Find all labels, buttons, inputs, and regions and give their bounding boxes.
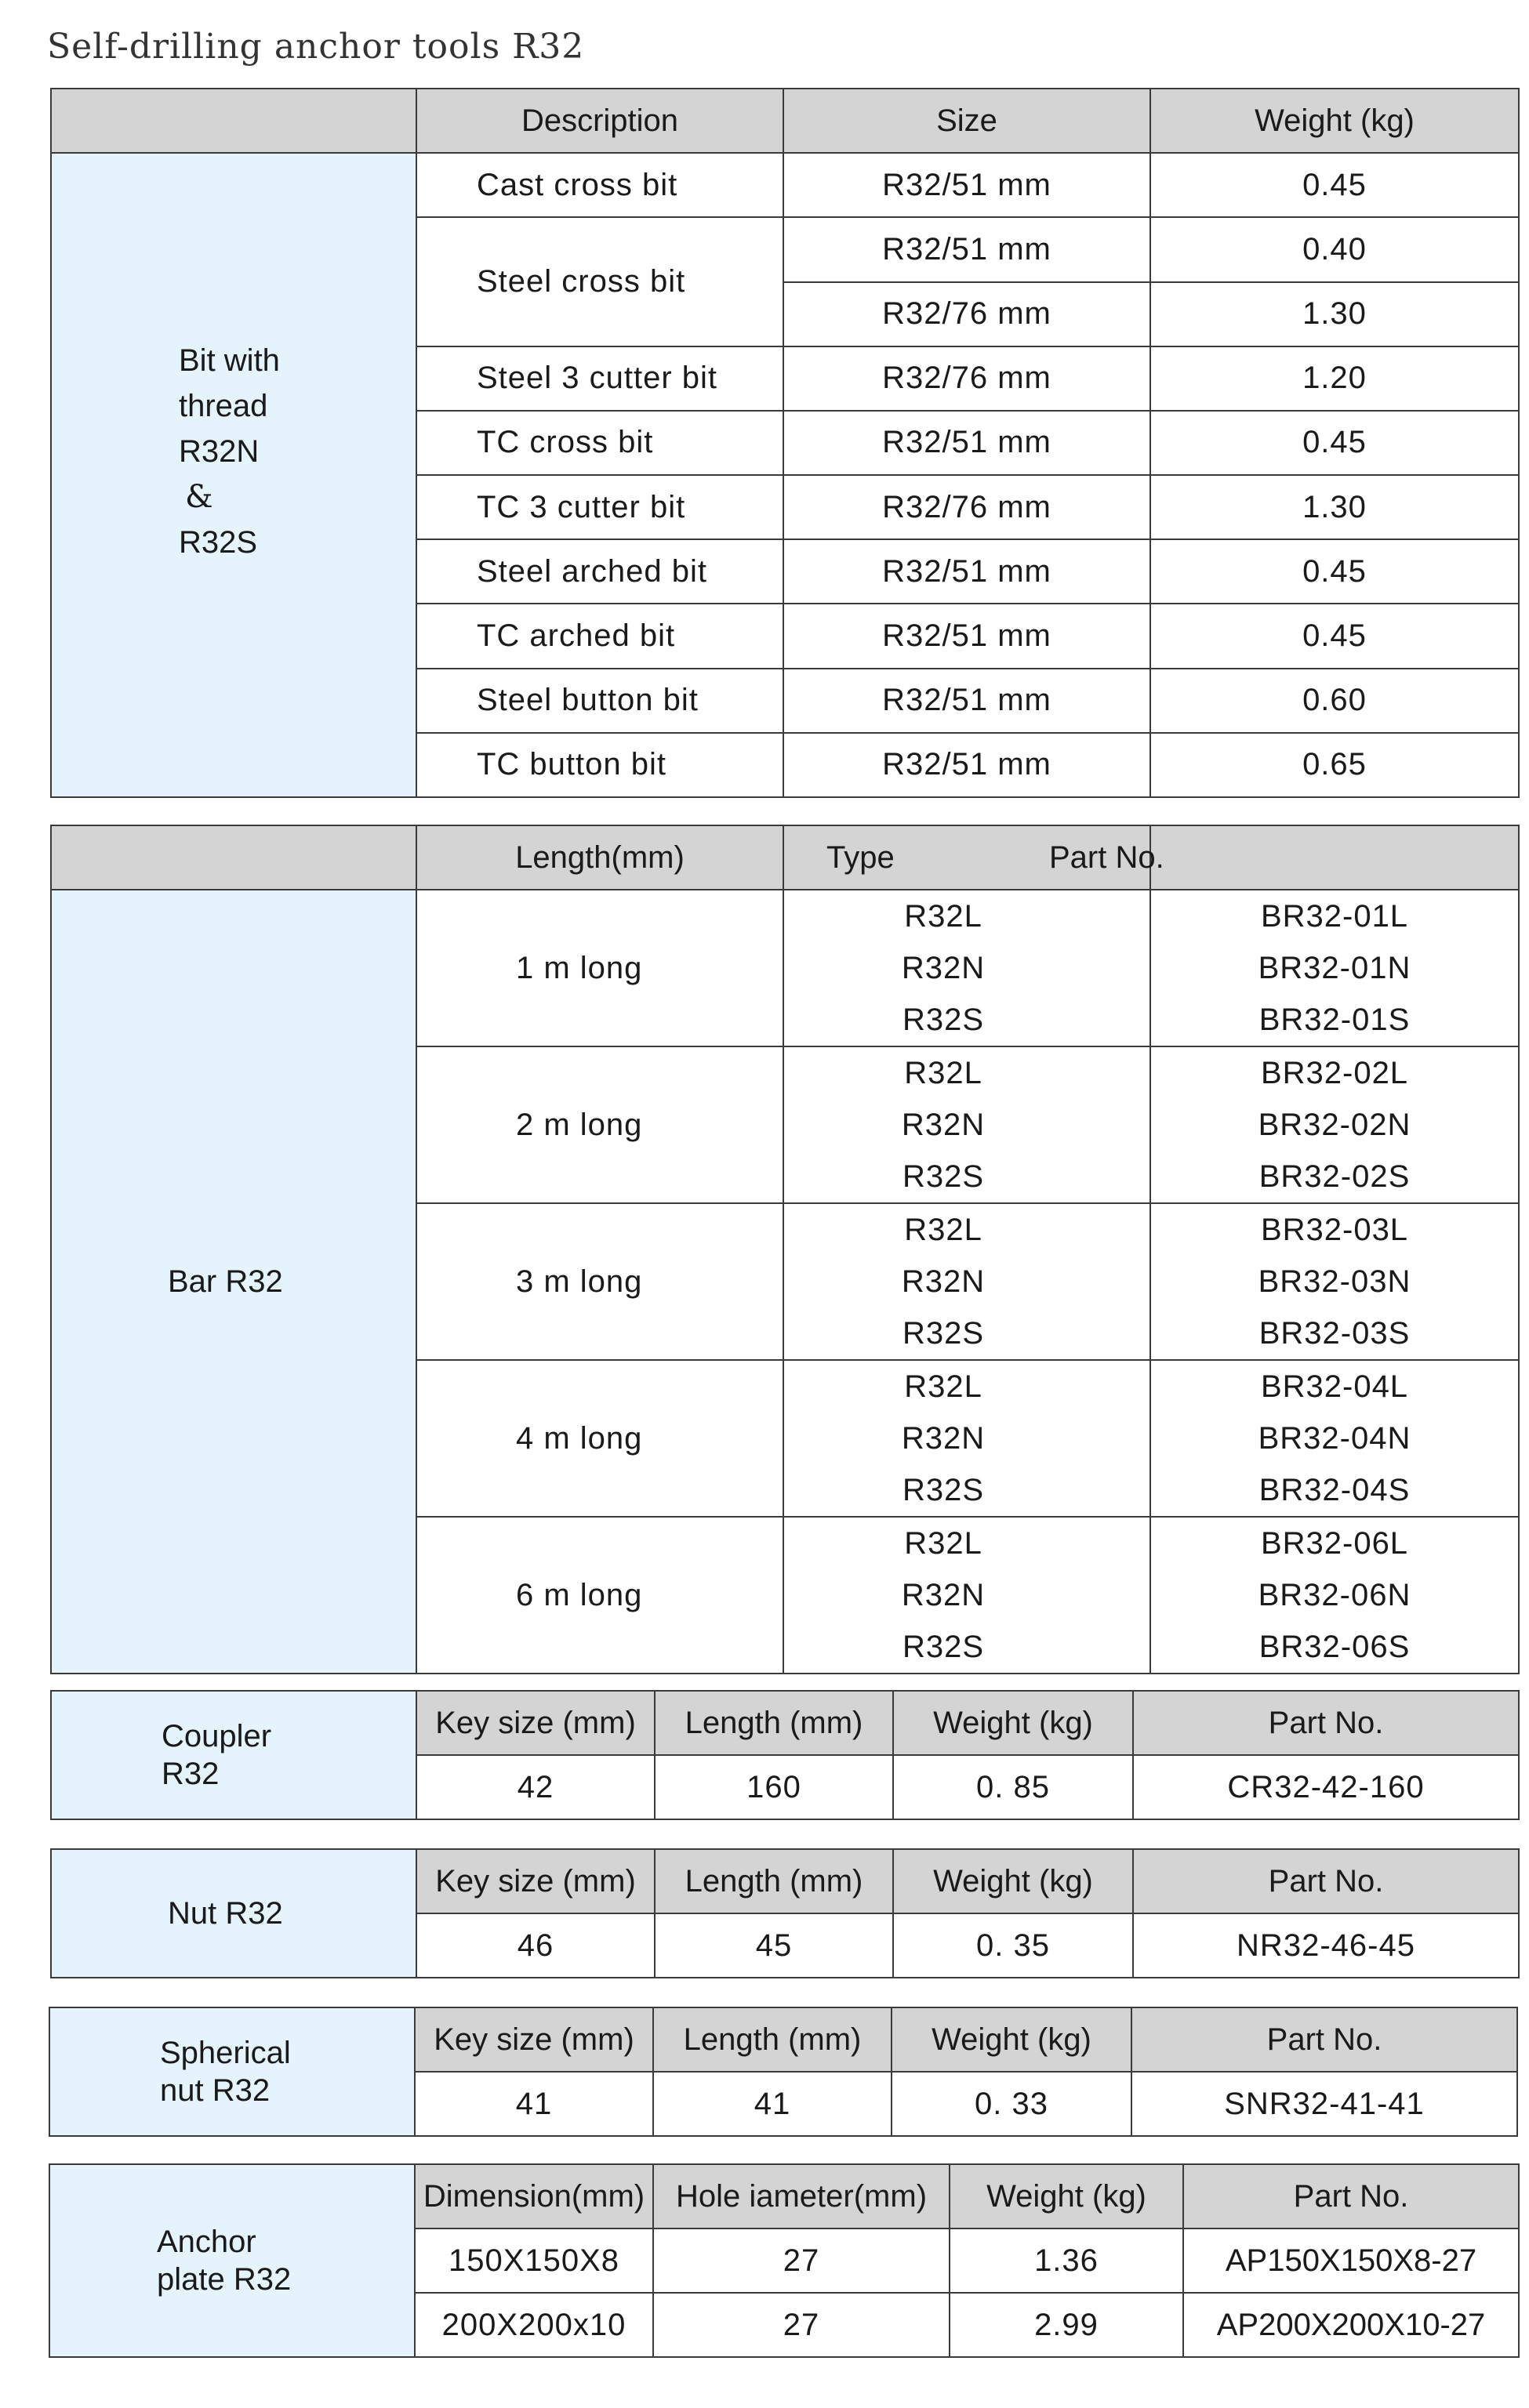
bit-description: Steel cross bit xyxy=(416,217,783,346)
bar-types xyxy=(783,890,1150,1046)
bar-type: R32S xyxy=(902,1003,985,1037)
bit-weight: 0.60 xyxy=(1150,669,1519,733)
bar-type: R32L xyxy=(904,1213,982,1247)
coupler-category-line: Coupler xyxy=(162,1719,272,1753)
spherical-nut-header-weight: Weight (kg) xyxy=(892,2007,1131,2072)
bit-description: TC 3 cutter bit xyxy=(416,475,783,539)
bits-category-cell xyxy=(51,153,416,797)
page-title: Self-drilling anchor tools R32 xyxy=(47,27,585,67)
bar-part-no: BR32-04L xyxy=(1260,1369,1409,1404)
bar-types xyxy=(783,1360,1150,1517)
coupler-header-weight: Weight (kg) xyxy=(893,1691,1133,1755)
spherical-nut-category-line: Spherical xyxy=(160,2036,291,2070)
bit-weight: 1.30 xyxy=(1150,282,1519,346)
bars-table xyxy=(50,825,1520,1674)
bit-weight: 1.30 xyxy=(1150,475,1519,539)
bar-type: R32S xyxy=(902,1473,985,1507)
nut-header-key-size: Key size (mm) xyxy=(416,1849,655,1913)
bit-size: R32/51 mm xyxy=(783,604,1150,668)
bar-part-no: BR32-04S xyxy=(1258,1473,1411,1507)
anchor-plate-category-line: Anchor xyxy=(157,2225,256,2259)
bits-table xyxy=(50,88,1520,798)
bar-part-no: BR32-01S xyxy=(1258,1003,1411,1037)
spherical-nut-category-line: nut R32 xyxy=(160,2073,271,2108)
bar-type: R32N xyxy=(901,951,986,985)
bar-parts xyxy=(1150,1360,1519,1517)
bars-header-length: Length(mm) xyxy=(416,825,783,890)
spherical-nut-weight: 0. 33 xyxy=(892,2072,1131,2136)
bit-size: R32/51 mm xyxy=(783,733,1150,797)
bar-type: R32S xyxy=(902,1159,985,1194)
bit-size: R32/76 mm xyxy=(783,346,1150,411)
anchor-plate-hole-diameter: 27 xyxy=(653,2293,950,2357)
bit-weight: 0.45 xyxy=(1150,539,1519,604)
bar-type: R32N xyxy=(901,1264,986,1299)
nut-category-line: Nut R32 xyxy=(168,1896,283,1931)
bar-type: R32N xyxy=(901,1578,986,1612)
bar-type: R32L xyxy=(904,1056,982,1090)
bars-header-type: Type xyxy=(783,825,1150,890)
bar-part-no: BR32-06N xyxy=(1258,1578,1411,1612)
bars-category-label: Bar R32 xyxy=(168,1264,283,1299)
spherical-nut-header-key-size: Key size (mm) xyxy=(415,2007,653,2072)
anchor-plate-part-no: AP200X200X10-27 xyxy=(1183,2293,1519,2357)
bar-length: 4 m long xyxy=(416,1360,783,1517)
nut-table xyxy=(50,1848,1520,1978)
bits-category-line: & xyxy=(185,479,213,516)
bar-length: 1 m long xyxy=(416,890,783,1046)
coupler-key-size: 42 xyxy=(416,1755,655,1819)
bits-header-size: Size xyxy=(783,89,1150,153)
bit-description: Cast cross bit xyxy=(416,153,783,217)
coupler-part-no: CR32-42-160 xyxy=(1133,1755,1519,1819)
anchor-plate-header-part-no: Part No. xyxy=(1183,2164,1519,2228)
coupler-header-length: Length (mm) xyxy=(655,1691,893,1755)
nut-header-length: Length (mm) xyxy=(655,1849,893,1913)
nut-header-weight: Weight (kg) xyxy=(893,1849,1133,1913)
bar-part-no: BR32-03N xyxy=(1258,1264,1411,1299)
bar-type: R32S xyxy=(902,1316,985,1351)
bar-part-no: BR32-02L xyxy=(1260,1056,1409,1090)
bits-category-line: thread xyxy=(179,389,268,424)
bit-size: R32/51 mm xyxy=(783,539,1150,604)
nut-key-size: 46 xyxy=(416,1913,655,1978)
bar-part-no: BR32-04N xyxy=(1258,1421,1411,1456)
coupler-category-line: R32 xyxy=(162,1757,220,1791)
nut-category-cell xyxy=(51,1849,416,1978)
bar-type: R32L xyxy=(904,899,982,934)
bar-part-no: BR32-06L xyxy=(1260,1526,1409,1561)
bar-length: 2 m long xyxy=(416,1046,783,1203)
spherical-nut-header-length: Length (mm) xyxy=(653,2007,892,2072)
coupler-length: 160 xyxy=(655,1755,893,1819)
bar-length: 3 m long xyxy=(416,1203,783,1360)
anchor-plate-category-cell xyxy=(49,2164,415,2357)
bars-header-part-no-label: Part No. xyxy=(1049,840,1164,875)
bars-category-cell xyxy=(51,890,416,1674)
bar-type: R32N xyxy=(901,1421,986,1456)
bars-header-blank xyxy=(51,825,416,890)
bar-parts xyxy=(1150,890,1519,1046)
spherical-nut-part-no: SNR32-41-41 xyxy=(1131,2072,1517,2136)
bits-category-line: R32N xyxy=(179,434,260,470)
bits-category-line: Bit with xyxy=(179,343,280,379)
bars-header-part-no xyxy=(1049,825,1519,890)
bit-description: TC button bit xyxy=(416,733,783,797)
bar-length: 6 m long xyxy=(416,1517,783,1674)
anchor-plate-header-weight: Weight (kg) xyxy=(950,2164,1183,2228)
bit-size: R32/51 mm xyxy=(783,217,1150,281)
anchor-plate-table xyxy=(49,2163,1520,2358)
bar-types xyxy=(783,1203,1150,1360)
anchor-plate-weight: 1.36 xyxy=(950,2228,1183,2293)
bit-description: TC cross bit xyxy=(416,411,783,475)
coupler-weight: 0. 85 xyxy=(893,1755,1133,1819)
bit-weight: 0.45 xyxy=(1150,604,1519,668)
nut-weight: 0. 35 xyxy=(893,1913,1133,1978)
anchor-plate-part-no: AP150X150X8-27 xyxy=(1183,2228,1519,2293)
bit-weight: 0.40 xyxy=(1150,217,1519,281)
bit-description: Steel arched bit xyxy=(416,539,783,604)
bar-parts xyxy=(1150,1046,1519,1203)
bar-part-no: BR32-02N xyxy=(1258,1108,1411,1142)
bar-parts xyxy=(1150,1203,1519,1360)
bit-weight: 0.45 xyxy=(1150,153,1519,217)
coupler-category-cell xyxy=(51,1691,416,1819)
bit-weight: 0.65 xyxy=(1150,733,1519,797)
bit-weight: 1.20 xyxy=(1150,346,1519,411)
bit-description: Steel 3 cutter bit xyxy=(416,346,783,411)
bit-size: R32/51 mm xyxy=(783,153,1150,217)
bits-header-description: Description xyxy=(416,89,783,153)
bar-part-no: BR32-03S xyxy=(1258,1316,1411,1351)
bit-weight: 0.45 xyxy=(1150,411,1519,475)
anchor-plate-header-hole-diameter: Hole iameter(mm) xyxy=(653,2164,950,2228)
spherical-nut-category-cell xyxy=(49,2007,415,2136)
bit-size: R32/76 mm xyxy=(783,475,1150,539)
bit-description: Steel button bit xyxy=(416,669,783,733)
nut-header-part-no: Part No. xyxy=(1133,1849,1519,1913)
bar-part-no: BR32-06S xyxy=(1258,1630,1411,1664)
anchor-plate-header-dimension: Dimension(mm) xyxy=(415,2164,653,2228)
bar-types xyxy=(783,1517,1150,1674)
bit-size: R32/51 mm xyxy=(783,669,1150,733)
bits-category-line: R32S xyxy=(179,525,258,560)
anchor-plate-category-line: plate R32 xyxy=(157,2262,292,2297)
spherical-nut-header-part-no: Part No. xyxy=(1131,2007,1517,2072)
spherical-nut-table xyxy=(49,2007,1518,2137)
bar-parts xyxy=(1150,1517,1519,1674)
bar-part-no: BR32-01L xyxy=(1260,899,1409,934)
bar-part-no: BR32-01N xyxy=(1258,951,1411,985)
coupler-header-part-no: Part No. xyxy=(1133,1691,1519,1755)
spherical-nut-key-size: 41 xyxy=(415,2072,653,2136)
bar-part-no: BR32-03L xyxy=(1260,1213,1409,1247)
spherical-nut-length: 41 xyxy=(653,2072,892,2136)
bar-type: R32L xyxy=(904,1526,982,1561)
bar-part-no: BR32-02S xyxy=(1258,1159,1411,1194)
bits-header-blank xyxy=(51,89,416,153)
bit-description: TC arched bit xyxy=(416,604,783,668)
bar-types xyxy=(783,1046,1150,1203)
anchor-plate-dimension: 200X200x10 xyxy=(415,2293,653,2357)
nut-length: 45 xyxy=(655,1913,893,1978)
bar-type: R32N xyxy=(901,1108,986,1142)
coupler-header-key-size: Key size (mm) xyxy=(416,1691,655,1755)
anchor-plate-dimension: 150X150X8 xyxy=(415,2228,653,2293)
bit-size: R32/76 mm xyxy=(783,282,1150,346)
bit-size: R32/51 mm xyxy=(783,411,1150,475)
anchor-plate-weight: 2.99 xyxy=(950,2293,1183,2357)
bar-type: R32S xyxy=(902,1630,985,1664)
bar-type: R32L xyxy=(904,1369,982,1404)
anchor-plate-hole-diameter: 27 xyxy=(653,2228,950,2293)
bits-header-weight: Weight (kg) xyxy=(1150,89,1519,153)
coupler-table xyxy=(50,1690,1520,1820)
nut-part-no: NR32-46-45 xyxy=(1133,1913,1519,1978)
